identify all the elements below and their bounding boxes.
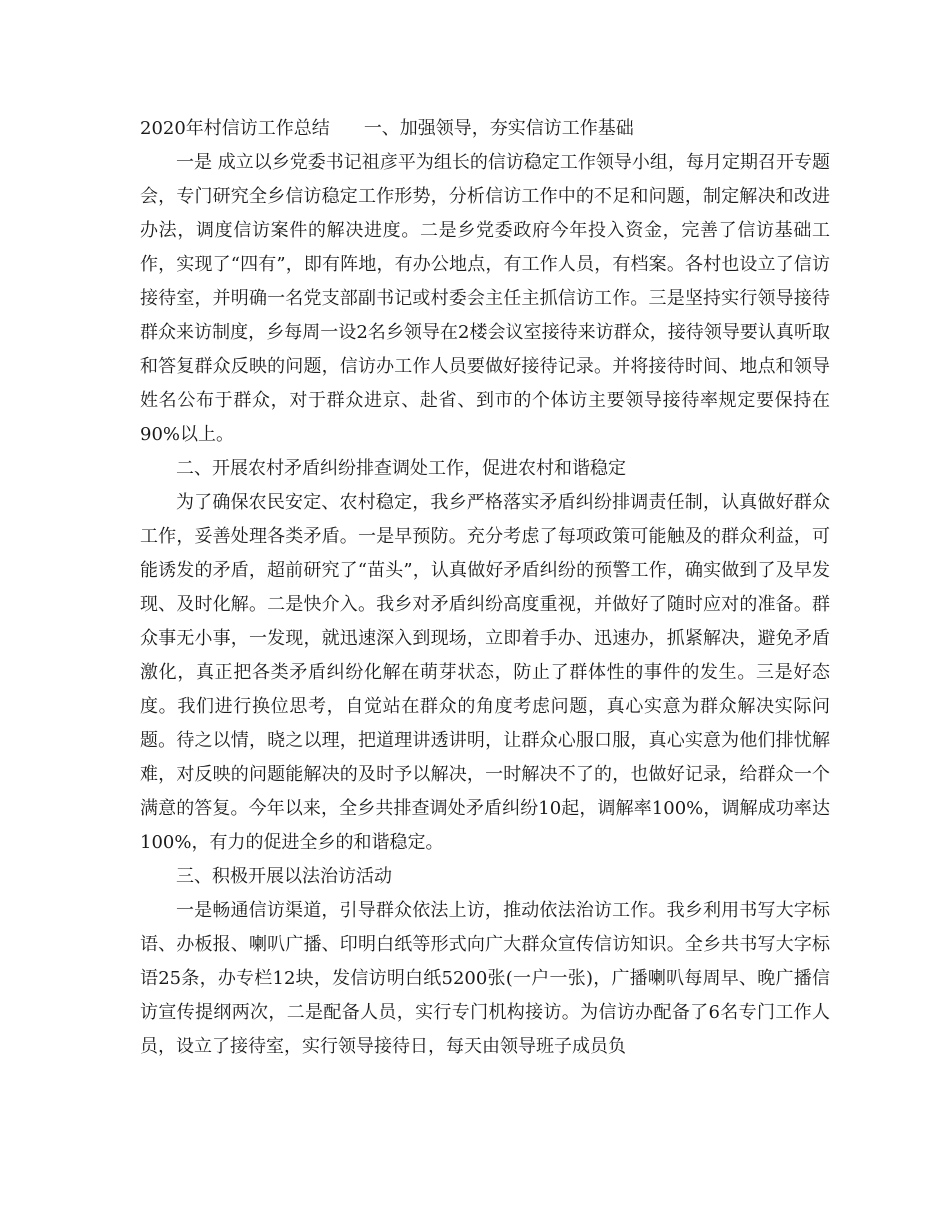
section-heading-3: 三、积极开展以法治访活动	[176, 866, 392, 887]
paragraph-1: 一是 成立以乡党委书记祖彦平为组长的信访稳定工作领导小组，每月定期召开专题会，专门研究全乡信访稳定工作形势，分析信访工作中的不足和问题，制定解决和改进办法，调度信访案件的解决进度。二是乡党委政府今年投入资金，完善了信访基础工作，实现了“四有”，即有阵地，有办公地点，有工作人员，有档案。各村也设立了信访接待室，并明确一名党支部副书记或村委会主任主抓信访工作。三是坚持实行领导接待群众来访制度，乡每周一设2名乡领导在2楼会议室接待来访群众，接待领导要认真听取和答复群众反映的问题，信访办工作人员要做好接待记录。并将接待时间、地点和领导姓名公布于群众，对于群众进京、赴省、到市的个体访主要领导接待率规定要保持在90%以上。	[140, 152, 830, 445]
paragraph-2: 为了确保农民安定、农村稳定，我乡严格落实矛盾纠纷排调责任制，认真做好群众工作，妥善处理各类矛盾。一是早预防。充分考虑了每项政策可能触及的群众利益，可能诱发的矛盾，超前研究了“苗头”，认真做好矛盾纠纷的预警工作，确实做到了及早发现、及时化解。二是快介入。我乡对矛盾纠纷高度重视，并做好了随时应对的准备。群众事无小事，一发现，就迅速深入到现场，立即着手办、迅速办，抓紧解决，避免矛盾激化，真正把各类矛盾纠纷化解在萌芽状态，防止了群体性的事件的发生。三是好态度。我们进行换位思考，自觉站在群众的角度考虑问题，真心实意为群众解决实际问题。待之以情，晓之以理，把道理讲透讲明，让群众心服口服，真心实意为他们排忧解难，对反映的问题能解决的及时予以解决，一时解决不了的，也做好记录，给群众一个满意的答复。今年以来，全乡共排查调处矛盾纠纷10起，调解率100%，调解成功率达100%，有力的促进全乡的和谐稳定。	[140, 492, 830, 853]
title-line	[140, 112, 830, 146]
paragraph-3: 一是畅通信访渠道，引导群众依法上访，推动依法治访工作。我乡利用书写大字标语、办板报、喇叭广播、印明白纸等形式向广大群众宣传信访知识。全乡共书写大字标语25条，办专栏12块，发信访明白纸5200张(一户一张)，广播喇叭每周早、晚广播信访宣传提纲两次，二是配备人员，实行专门机构接访。为信访办配备了6名专门工作人员，设立了接待室，实行领导接待日，每天由领导班子成员负	[140, 900, 830, 1057]
section-heading-2: 二、开展农村矛盾纠纷排查调处工作，促进农村和谐稳定	[176, 458, 626, 479]
section-heading-1: 一、加强领导，夯实信访工作基础	[363, 118, 634, 139]
document-body	[140, 112, 830, 1064]
document-title: 2020年村信访工作总结	[140, 118, 330, 139]
